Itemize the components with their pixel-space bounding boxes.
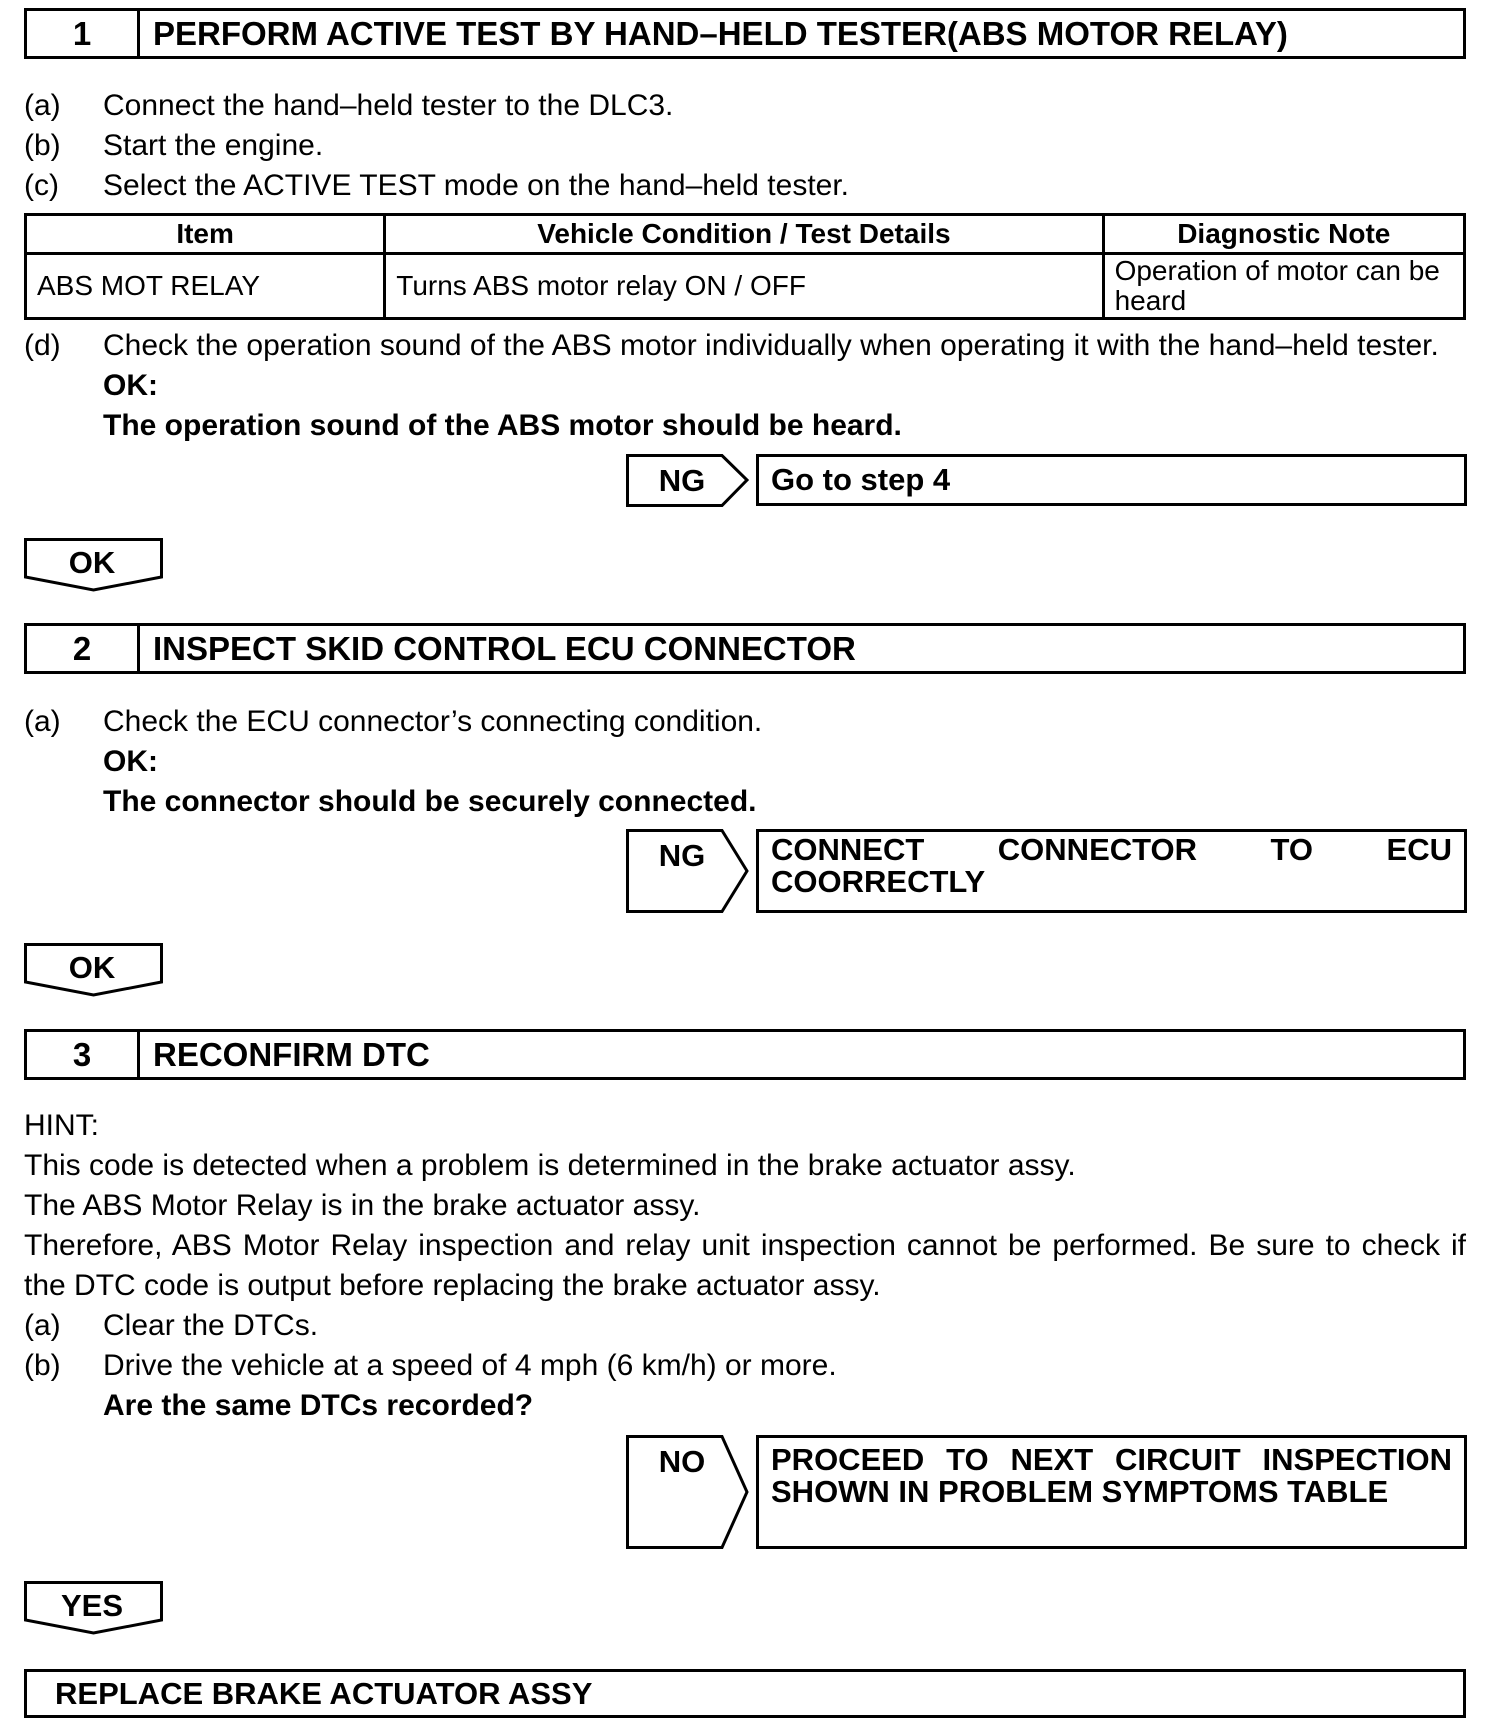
table-cell: Operation of motor can be heard [1103,254,1464,319]
instruction-label: (a) [24,1309,61,1342]
hint-line: Therefore, ABS Motor Relay inspection and relay unit inspection cannot be performed. Be sure to check if [24,1229,1466,1262]
hint-line: the DTC code is output before replacing the brake actuator assy. [24,1269,881,1302]
question-text: Are the same DTCs recorded? [103,1389,534,1422]
table-cell: ABS MOT RELAY [26,254,385,319]
ng-label: NG [658,838,706,873]
ok-badge-label: OK [68,950,116,985]
instruction-text: Check the ECU connector’s connecting condition. [103,705,763,738]
column-header: Diagnostic Note [1103,215,1464,254]
ok-criterion: The connector should be securely connected. [103,785,757,818]
instruction-text: Clear the DTCs. [103,1309,319,1342]
instruction-label: (a) [24,705,61,738]
active-test-table [24,213,1466,320]
table-row [26,254,1465,319]
ok-heading: OK: [103,369,158,402]
instruction-label: (b) [24,1349,61,1382]
hint-label: HINT: [24,1109,99,1142]
instruction-label: (a) [24,89,61,122]
step-number: 3 [27,1032,140,1077]
step-2-header [24,623,1466,674]
no-result-line: SHOWN IN PROBLEM SYMPTOMS TABLE [771,1474,1389,1509]
step-title: PERFORM ACTIVE TEST BY HAND–HELD TESTER(ABS MOTOR RELAY) [153,14,1288,52]
instruction-text: Select the ACTIVE TEST mode on the hand–held tester. [103,169,850,202]
step-number: 1 [27,11,140,56]
hint-line: The ABS Motor Relay is in the brake actuator assy. [24,1189,701,1222]
instruction-text: Drive the vehicle at a speed of 4 mph (6 km/h) or more. [103,1349,837,1382]
instruction-label: (d) [24,329,61,362]
instruction-label: (c) [24,169,59,202]
ng-result-line: CONNECT CONNECTOR TO ECU [771,832,1452,867]
step-1-header [24,8,1466,59]
table-header-row [26,215,1465,254]
step-title: RECONFIRM DTC [153,1035,430,1073]
column-header: Item [26,215,385,254]
yes-badge-label: YES [60,1588,124,1623]
no-result-line: PROCEED TO NEXT CIRCUIT INSPECTION [771,1442,1452,1477]
ng-result-box [756,829,1467,913]
step-title: INSPECT SKID CONTROL ECU CONNECTOR [153,629,856,667]
table-cell: Turns ABS motor relay ON / OFF [385,254,1103,319]
instruction-text: Check the operation sound of the ABS motor individually when operating it with the hand–held tester. [103,329,1439,362]
ng-result-box [756,454,1467,506]
step-3-header [24,1029,1466,1080]
hint-line: This code is detected when a problem is determined in the brake actuator assy. [24,1149,1076,1182]
instruction-text: Connect the hand–held tester to the DLC3. [103,89,674,122]
ng-label: NG [658,463,706,498]
final-action-box [24,1669,1466,1718]
instruction-label: (b) [24,129,61,162]
ok-heading: OK: [103,745,158,778]
ng-result-line: COORRECTLY [771,864,986,899]
no-label: NO [658,1444,706,1479]
final-action-title: REPLACE BRAKE ACTUATOR ASSY [55,1675,593,1711]
step-number: 2 [27,626,140,671]
no-result-box [756,1435,1467,1549]
ok-badge-label: OK [68,545,116,580]
column-header: Vehicle Condition / Test Details [385,215,1103,254]
ng-result-text: Go to step 4 [771,462,951,497]
ok-criterion: The operation sound of the ABS motor should be heard. [103,409,902,442]
instruction-text: Start the engine. [103,129,324,162]
